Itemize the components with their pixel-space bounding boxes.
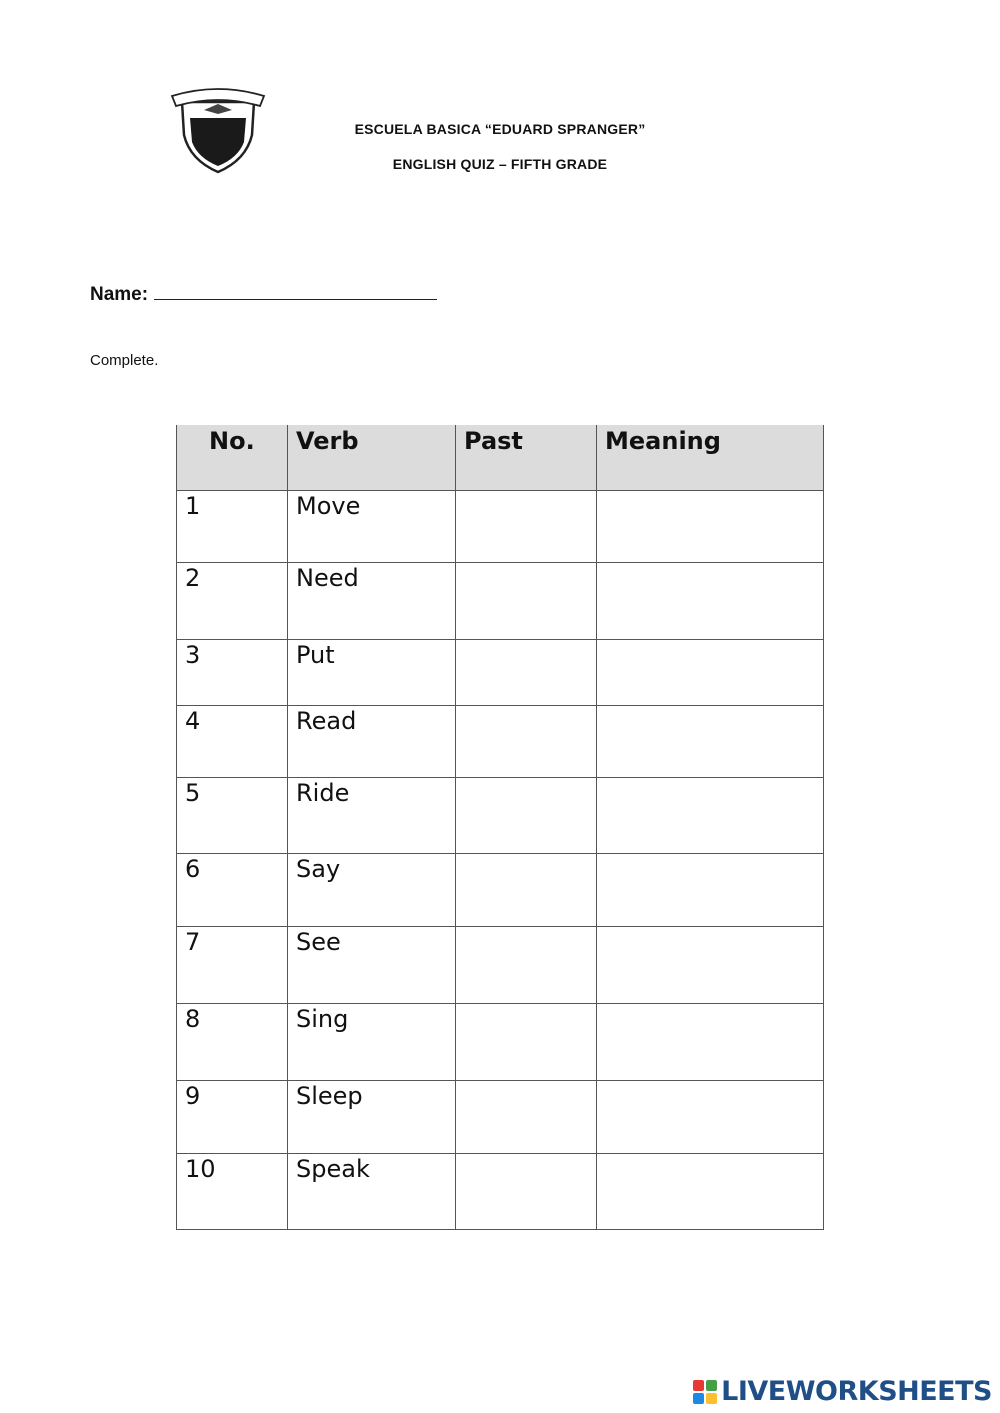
header-no: No.	[177, 425, 288, 491]
verb-cell: Ride	[288, 778, 456, 854]
row-number: 3	[177, 640, 288, 706]
meaning-answer-cell[interactable]	[597, 491, 824, 563]
row-number: 8	[177, 1004, 288, 1081]
verb-cell: Speak	[288, 1154, 456, 1230]
meaning-answer-cell[interactable]	[597, 778, 824, 854]
row-number: 1	[177, 491, 288, 563]
past-answer-cell[interactable]	[456, 563, 597, 640]
meaning-answer-cell[interactable]	[597, 1154, 824, 1230]
table-row	[177, 563, 824, 640]
brand-mark-tile	[693, 1393, 704, 1404]
header-verb: Verb	[288, 425, 456, 491]
meaning-answer-cell[interactable]	[597, 640, 824, 706]
liveworksheets-brand	[693, 1376, 992, 1407]
meaning-answer-cell[interactable]	[597, 1081, 824, 1154]
liveworksheets-logo-icon	[693, 1380, 717, 1404]
row-number: 9	[177, 1081, 288, 1154]
meaning-answer-cell[interactable]	[597, 854, 824, 927]
table-row	[177, 640, 824, 706]
table-header-row	[177, 425, 824, 491]
verb-cell: Move	[288, 491, 456, 563]
table-row	[177, 491, 824, 563]
verb-cell: See	[288, 927, 456, 1004]
table-row	[177, 778, 824, 854]
quiz-title: ENGLISH QUIZ – FIFTH GRADE	[392, 156, 608, 172]
verb-cell: Read	[288, 706, 456, 778]
brand-text: LIVEWORKSHEETS	[721, 1376, 992, 1407]
past-answer-cell[interactable]	[456, 491, 597, 563]
name-blank-line[interactable]	[154, 281, 437, 300]
past-answer-cell[interactable]	[456, 1154, 597, 1230]
brand-mark-tile	[706, 1393, 717, 1404]
row-number: 10	[177, 1154, 288, 1230]
school-name: ESCUELA BASICA “EDUARD SPRANGER”	[354, 121, 646, 137]
table-row	[177, 1004, 824, 1081]
brand-mark-tile	[706, 1380, 717, 1391]
past-answer-cell[interactable]	[456, 778, 597, 854]
meaning-answer-cell[interactable]	[597, 563, 824, 640]
verb-table	[176, 425, 824, 1230]
past-answer-cell[interactable]	[456, 854, 597, 927]
table-row	[177, 1081, 824, 1154]
verb-cell: Need	[288, 563, 456, 640]
past-answer-cell[interactable]	[456, 706, 597, 778]
verb-cell: Put	[288, 640, 456, 706]
row-number: 5	[177, 778, 288, 854]
past-answer-cell[interactable]	[456, 1004, 597, 1081]
past-answer-cell[interactable]	[456, 927, 597, 1004]
table-row	[177, 927, 824, 1004]
row-number: 2	[177, 563, 288, 640]
meaning-answer-cell[interactable]	[597, 927, 824, 1004]
past-answer-cell[interactable]	[456, 640, 597, 706]
meaning-answer-cell[interactable]	[597, 706, 824, 778]
table-row	[177, 1154, 824, 1230]
instruction: Complete.	[90, 352, 159, 369]
table-row	[177, 706, 824, 778]
brand-mark-tile	[693, 1380, 704, 1391]
header-past: Past	[456, 425, 597, 491]
verb-cell: Say	[288, 854, 456, 927]
school-logo	[168, 80, 268, 176]
name-field	[90, 281, 437, 306]
row-number: 4	[177, 706, 288, 778]
verb-cell: Sleep	[288, 1081, 456, 1154]
row-number: 6	[177, 854, 288, 927]
name-label: Name:	[90, 284, 149, 305]
table-row	[177, 854, 824, 927]
verb-cell: Sing	[288, 1004, 456, 1081]
row-number: 7	[177, 927, 288, 1004]
meaning-answer-cell[interactable]	[597, 1004, 824, 1081]
header-meaning: Meaning	[597, 425, 824, 491]
past-answer-cell[interactable]	[456, 1081, 597, 1154]
